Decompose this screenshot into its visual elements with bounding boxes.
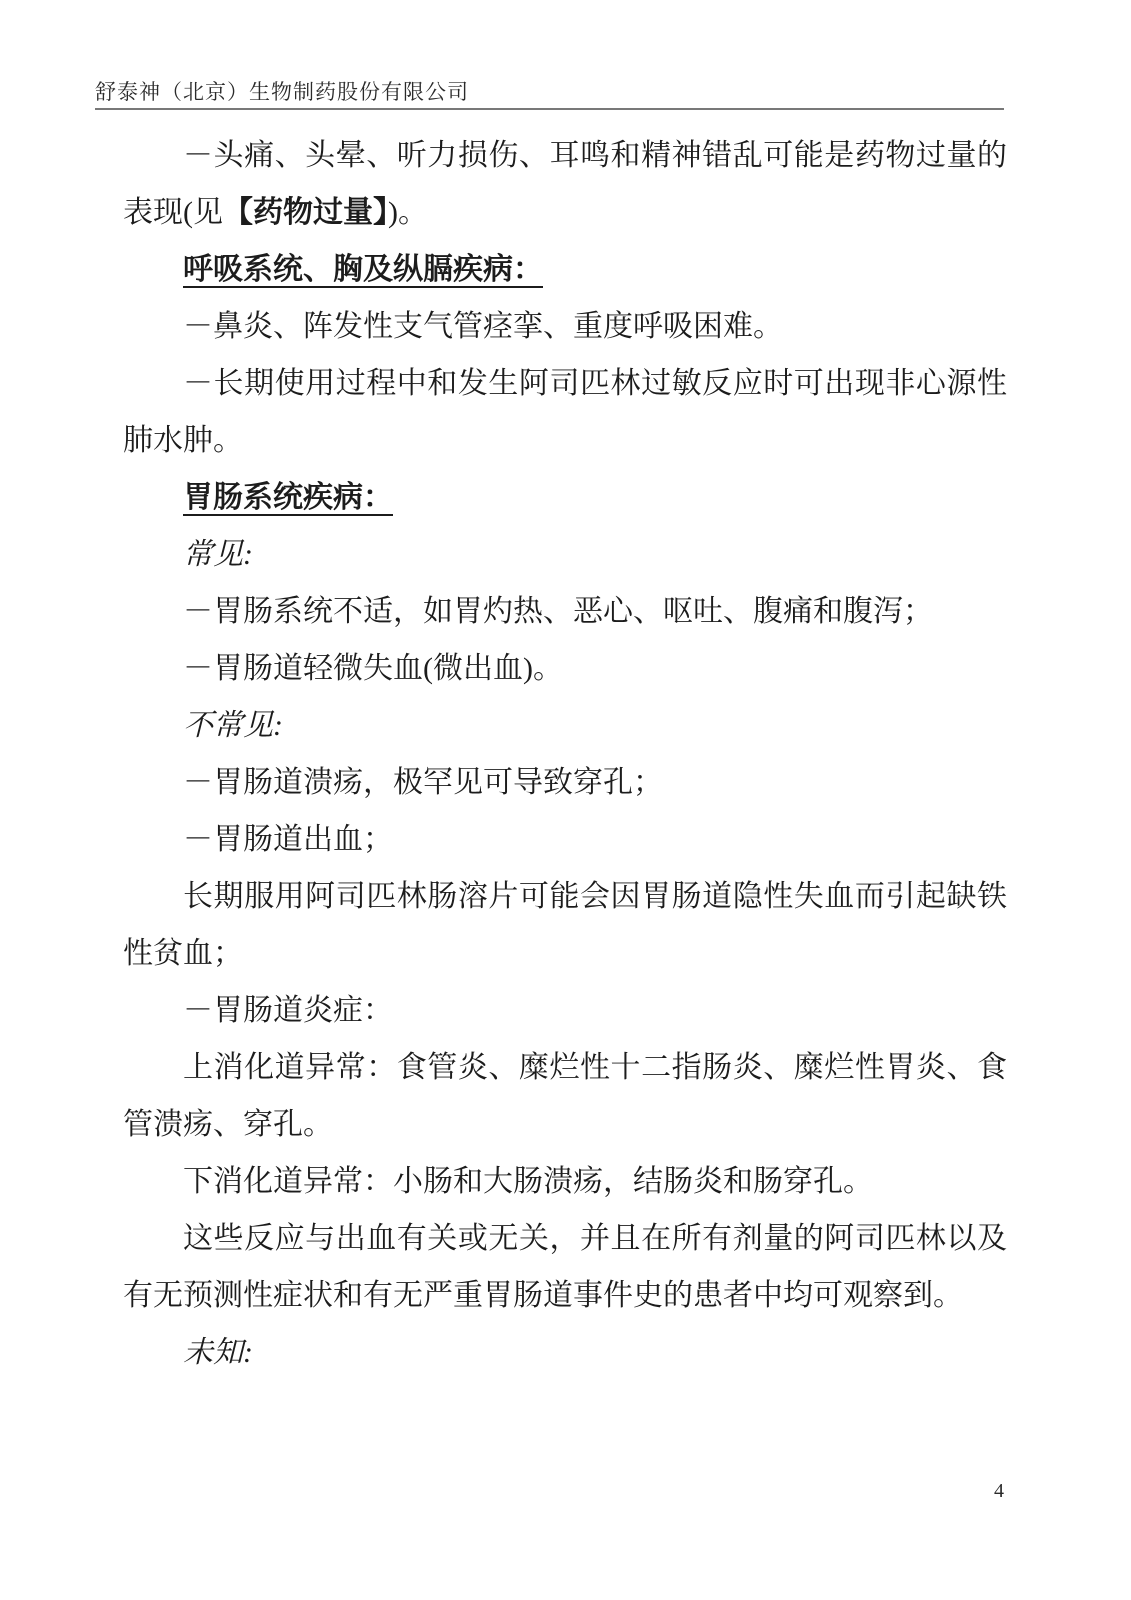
text-run: 这些反应与出血有关或无关，并且在所有剂量的阿司匹林以及有无预测性症状和有无严重胃肠道事件史的患者中均可观察到。 <box>123 1222 1007 1312</box>
page-header <box>95 80 1004 110</box>
text-run: －胃肠道溃疡，极罕见可导致穿孔； <box>183 766 663 799</box>
header-rule <box>95 108 1004 110</box>
paragraph <box>123 526 1007 583</box>
text-run: 不常见: <box>183 709 283 742</box>
text-run: 胃肠系统疾病： <box>183 481 393 514</box>
text-run: 长期服用阿司匹林肠溶片可能会因胃肠道隐性失血而引起缺铁性贫血； <box>123 880 1007 970</box>
paragraph <box>123 583 1007 640</box>
document-content <box>123 127 1007 1381</box>
text-run: 【药物过量】 <box>223 196 388 229</box>
paragraph <box>123 469 1007 526</box>
text-run: －鼻炎、阵发性支气管痉挛、重度呼吸困难。 <box>183 310 783 343</box>
text-run: 呼吸系统、胸及纵膈疾病： <box>183 253 543 286</box>
text-run: )。 <box>388 196 428 229</box>
company-name: 舒泰神（北京）生物制药股份有限公司 <box>95 80 469 104</box>
paragraph <box>123 1153 1007 1210</box>
paragraph <box>123 697 1007 754</box>
paragraph <box>123 1039 1007 1153</box>
paragraph <box>123 1210 1007 1324</box>
text-run: 常见: <box>183 538 253 571</box>
page-number: 4 <box>994 1480 1004 1502</box>
paragraph <box>123 298 1007 355</box>
text-run: －长期使用过程中和发生阿司匹林过敏反应时可出现非心源性肺水肿。 <box>123 367 1007 457</box>
text-run: 下消化道异常：小肠和大肠溃疡，结肠炎和肠穿孔。 <box>183 1165 873 1198</box>
text-run: 未知: <box>183 1336 253 1369</box>
paragraph <box>123 754 1007 811</box>
page-footer <box>994 1479 1004 1503</box>
paragraph <box>123 241 1007 298</box>
paragraph <box>123 640 1007 697</box>
paragraph <box>123 868 1007 982</box>
text-run: 上消化道异常：食管炎、糜烂性十二指肠炎、糜烂性胃炎、食管溃疡、穿孔。 <box>123 1051 1007 1141</box>
paragraph <box>123 355 1007 469</box>
text-run: －头痛、头晕、听力损伤、耳鸣和精神错乱可能是药物过量的表现(见 <box>123 139 1007 229</box>
text-run: －胃肠系统不适，如胃灼热、恶心、呕吐、腹痛和腹泻； <box>183 595 933 628</box>
paragraph <box>123 982 1007 1039</box>
paragraph <box>123 1324 1007 1381</box>
paragraph <box>123 811 1007 868</box>
text-run: －胃肠道轻微失血(微出血)。 <box>183 652 563 685</box>
paragraph <box>123 127 1007 241</box>
text-run: －胃肠道出血； <box>183 823 393 856</box>
text-run: －胃肠道炎症： <box>183 994 393 1027</box>
